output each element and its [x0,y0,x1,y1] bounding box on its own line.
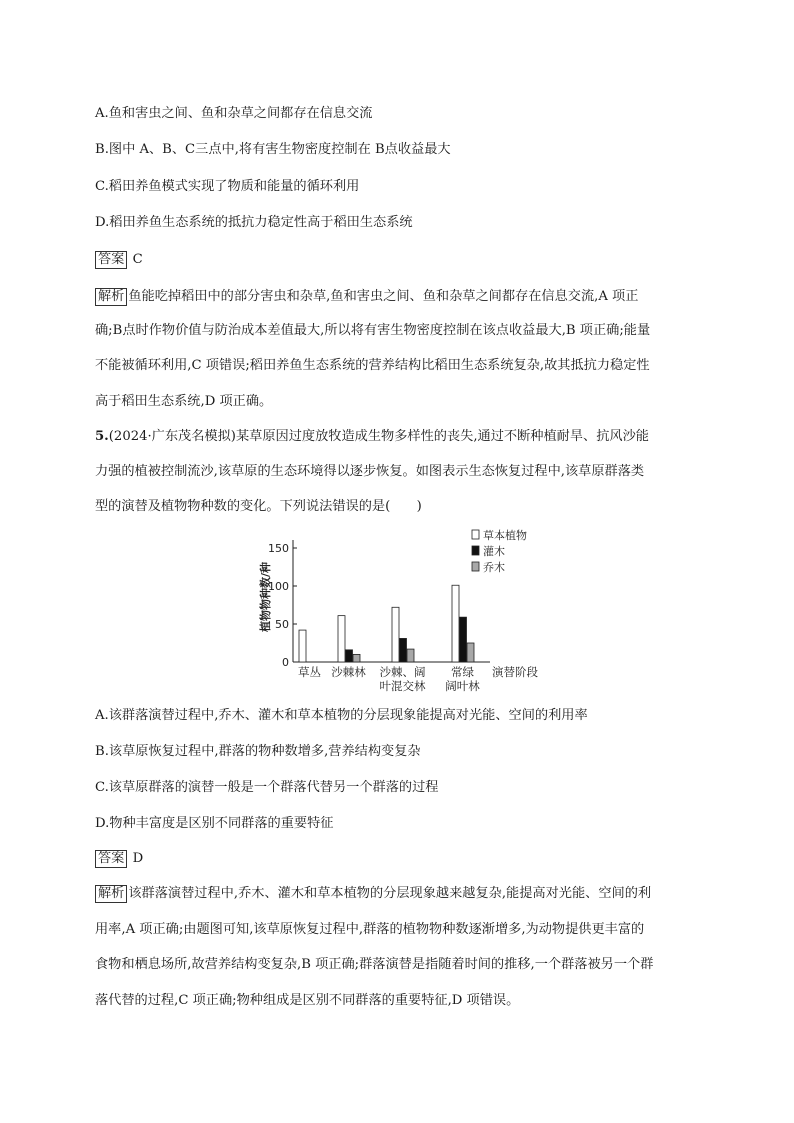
analysis-label: 解析 [95,288,127,306]
x-category-label: 草丛 [298,665,321,679]
analysis-text: 该群落演替过程中,乔木、灌木和草本植物的分层现象越来越复杂,能提高对光能、空间的利 [128,886,652,901]
chart-labels [298,665,538,693]
bar-shrub [400,638,407,662]
q5-option-b: B.该草原恢复过程中,群落的物种数增多,营养结构变复杂 [95,744,421,759]
legend-swatch [472,530,479,539]
q5-analysis-line-1 [95,884,651,904]
bar-shrub [460,617,467,662]
legend-label: 乔木 [483,561,505,574]
q4-answer [95,250,143,270]
q5-analysis-line-2: 用率,A 项正确;由题图可知,该草原恢复过程中,群落的植物物种数逐渐增多,为动物提供更丰富的 [95,922,645,937]
x-category-label: 沙棘林 [331,665,366,679]
q5-analysis-line-4: 落代替的过程,C 项正确;物种组成是区别不同群落的重要特征,D 项错误。 [95,993,520,1008]
q5-option-c: C.该草原群落的演替一般是一个群落代替另一个群落的过程 [95,780,439,795]
x-category-label: 常绿 [451,665,474,679]
q5-option-a: A.该群落演替过程中,乔木、灌木和草本植物的分层现象能提高对光能、空间的利用率 [95,708,588,723]
q4-analysis-line-2: 确;B点时作物价值与防治成本差值最大,所以将有害生物密度控制在该点收益最大,B 项正确;能量 [95,323,651,338]
chart-legend [472,528,527,574]
chart-bars [299,585,474,662]
x-category-label-line2: 叶混交林 [379,679,426,693]
analysis-text: 鱼能吃掉稻田中的部分害虫和杂草,鱼和害虫之间、鱼和杂草之间都存在信息交流,A 项正 [128,289,639,304]
bar-tree [353,654,360,662]
answer-value: C [132,252,143,267]
answer-label: 答案 [95,850,127,868]
y-tick-label: 50 [275,618,289,631]
q5-option-d: D.物种丰富度是区别不同群落的重要特征 [95,816,334,831]
x-category-label: 沙棘、阔 [379,665,426,679]
q5-stem-line-2: 力强的植被控制流沙,该草原的生态环境得以逐步恢复。如图表示生态恢复过程中,该草原群落类 [95,464,645,479]
bar-tree [467,643,474,662]
q4-option-a: A.鱼和害虫之间、鱼和杂草之间都存在信息交流 [95,106,373,121]
x-category-label-line2: 阔叶林 [445,679,480,693]
legend-swatch [472,562,479,571]
bar-herb [452,585,459,662]
q5-stem-line-1 [95,427,649,447]
answer-value: D [132,851,144,866]
q5-stem-text: (2024·广东茂名模拟)某草原因过度放牧造成生物多样性的丧失,通过不断种植耐旱、抗风沙能 [108,429,649,444]
q4-analysis-line-3: 不能被循环利用,C 项错误;稻田养鱼生态系统的营养结构比稻田生态系统复杂,故其抵抗力稳定性 [95,358,650,373]
y-tick-label: 150 [268,542,289,555]
legend-label: 灌木 [483,545,505,558]
y-tick-label: 0 [282,656,289,669]
q4-option-b: B.图中 A、B、C三点中,将有害生物密度控制在 B点收益最大 [95,142,451,157]
legend-label: 草本植物 [483,529,527,542]
species-bar-chart [250,526,550,698]
q5-analysis-line-3: 食物和栖息场所,故营养结构变复杂,B 项正确;群落演替是指随着时间的推移,一个群落被另一个群 [95,957,654,972]
bar-herb [392,607,399,662]
answer-label: 答案 [95,251,127,269]
q4-option-d: D.稻田养鱼生态系统的抵抗力稳定性高于稻田生态系统 [95,215,413,230]
bar-herb [338,616,345,662]
y-tick-label: 100 [268,580,289,593]
analysis-label: 解析 [95,885,127,903]
q4-analysis-line-1 [95,287,638,307]
bar-shrub [346,650,353,662]
x-axis-label: 演替阶段 [492,665,538,679]
y-axis-label: 植物物种数/种 [259,561,272,632]
bar-herb [299,630,306,662]
legend-swatch [472,546,479,555]
q4-option-c: C.稻田养鱼模式实现了物质和能量的循环利用 [95,179,360,194]
q4-analysis-line-4: 高于稻田生态系统,D 项正确。 [95,394,273,409]
q5-answer [95,849,143,869]
question-number: 5. [95,429,109,444]
bar-tree [407,649,414,662]
q5-stem-line-3: 型的演替及植物物种数的变化。下列说法错误的是( ) [95,499,422,514]
